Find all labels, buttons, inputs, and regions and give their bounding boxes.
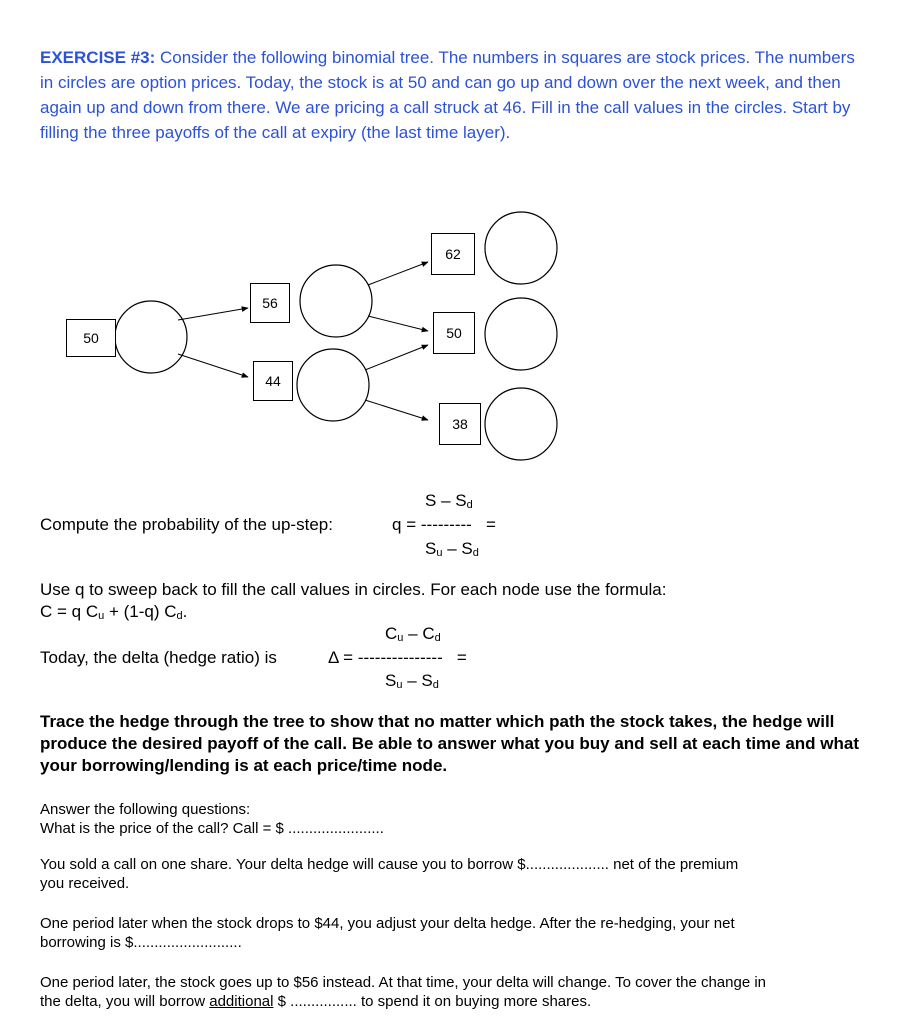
call-value-circle-root[interactable] xyxy=(115,301,187,373)
questions-header: Answer the following questions: xyxy=(40,801,251,818)
stock-price-uu: 62 xyxy=(431,233,475,275)
question-call-price: What is the price of the call? Call = $ ....................... xyxy=(40,820,384,837)
delta-numerator: $C_u - C_d$ xyxy=(385,624,441,644)
stock-price-down: 44 xyxy=(253,361,293,401)
arrow-down-up xyxy=(365,345,428,370)
arrow-up-down xyxy=(368,316,428,331)
arrow-down-down xyxy=(365,400,428,420)
arrow-root-up xyxy=(178,308,248,320)
q-denominator: $S_u - S_d$ xyxy=(425,539,479,559)
exercise-text: Consider the following binomial tree. The numbers in squares are stock prices. The numbers in circles are option prices. Today, the stock is at 50 and can go up and down over the next week, and then again up and down from there. We are pricing a call struck at 46. Fill in the call values in the circles. Start by filling the three payoffs of the call at expiry (the last time layer). xyxy=(40,48,855,142)
sweep-formula: C = q $C_u + (1-q)$ $C_d$. xyxy=(40,602,188,622)
stock-price-up: 56 xyxy=(250,283,290,323)
questions-block xyxy=(40,800,880,838)
call-value-circle-ud[interactable] xyxy=(485,298,557,370)
delta-denominator: $S_u - S_d$ xyxy=(385,671,439,691)
stock-price-root: 50 xyxy=(66,319,116,357)
stock-price-ud: 50 xyxy=(433,312,475,354)
prob-label: Compute the probability of the up-step: xyxy=(40,515,333,534)
call-value-circle-dd[interactable] xyxy=(485,388,557,460)
delta-formula-line: Δ = --------------- = xyxy=(328,648,467,667)
arrow-up-up xyxy=(368,262,428,285)
call-value-circle-up[interactable] xyxy=(300,265,372,337)
call-value-circle-uu[interactable] xyxy=(485,212,557,284)
arrow-root-down xyxy=(178,354,248,377)
question-borrow: You sold a call on one share. Your delta hedge will cause you to borrow $.................... net of the premium you received. xyxy=(40,856,739,892)
exercise-label: EXERCISE #3: xyxy=(40,48,156,67)
question-rehedge: One period later when the stock drops to $44, you adjust your delta hedge. After the re-hedging, your net borrowing is $.......................... xyxy=(40,915,735,951)
stock-price-dd: 38 xyxy=(439,403,481,445)
delta-label: Today, the delta (hedge ratio) is xyxy=(40,648,277,667)
q-formula-line: q = --------- = xyxy=(392,515,496,534)
sweep-instruction: Use q to sweep back to fill the call values in circles. For each node use the formula: xyxy=(40,580,667,599)
trace-instruction: Trace the hedge through the tree to show that no matter which path the stock takes, the hedge will produce the desired payoff of the call. Be able to answer what you buy and sell at each time and what your borrowing/lending is at each price/time node. xyxy=(40,712,860,775)
question-additional-borrow: One period later, the stock goes up to $56 instead. At that time, your delta will change. To cover the change in the delta, you will borrow additional $ ................ to spend it on buying more shares. xyxy=(40,974,767,1010)
q-numerator: S – $S_d$ xyxy=(425,491,473,511)
call-value-circle-down[interactable] xyxy=(297,349,369,421)
